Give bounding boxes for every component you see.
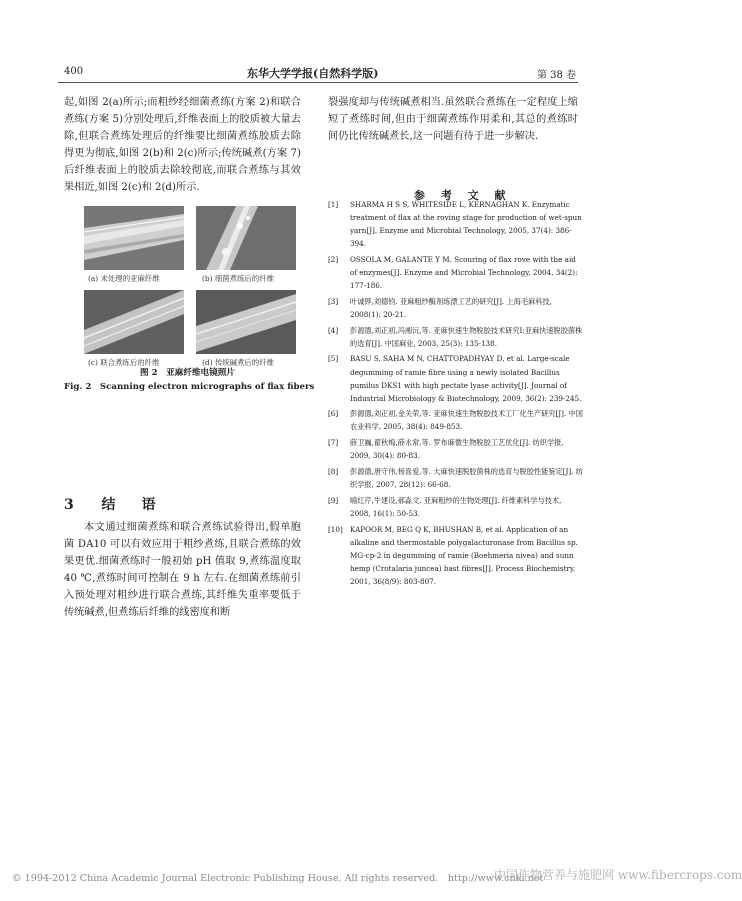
caption-b: (b) 细菌煮练后的纤维 <box>202 274 274 283</box>
reference-item <box>328 494 583 520</box>
header-rule <box>58 82 578 83</box>
section-number: 3 <box>64 497 80 513</box>
reference-list <box>328 198 583 591</box>
reference-item <box>328 198 583 250</box>
reference-text: 彭源德,唐守伟,杨喜爱,等. 大麻快速脱胶菌株的选育与脱胶性能鉴定[J]. 纺织学报, 2007, 28(12): 66-68. <box>350 466 583 490</box>
references-heading: 参 考 文 献 <box>414 189 512 202</box>
sem-image-a <box>84 206 184 270</box>
caption-a: (a) 未处理的亚麻纤维 <box>88 274 160 283</box>
reference-item <box>328 523 583 588</box>
reference-item <box>328 253 583 292</box>
reference-text: 彭源德,刘正初,冯湘沅,等. 亚麻快速生物脱胶技术研究Ⅰ:亚麻快速脱胶菌株的选育[J]. 中国麻业, 2003, 25(3): 135-138. <box>350 325 583 348</box>
section-title: 结 语 <box>101 497 162 513</box>
reference-number: [10] <box>328 524 343 534</box>
sem-image-d <box>196 290 296 354</box>
reference-text: 喻红芹,牛建设,郝淼文. 亚麻粗纱的生物处理[J]. 纤维素科学与技术, 2008, 16(1): 50-53. <box>350 495 562 518</box>
left-column-top <box>64 95 301 196</box>
reference-item <box>328 324 583 350</box>
reference-item <box>328 295 583 321</box>
reference-number: [6] <box>328 409 339 419</box>
watermark: 中国作物营养与施肥网 www.fibercrops.com <box>494 868 742 882</box>
section-heading <box>64 494 162 514</box>
paragraph: 本文通过细菌煮练和联合煮练试验得出,假单胞菌 DA10 可以有效应用于粗纱煮练,且联合煮练的效果更优.细菌煮练时一般初始 pH 值取 9,煮练温度取 40 ℃,煮练时间可控制在 9 h 左右.在细菌煮练前引入预处理对粗纱进行联合煮练,其纤维失重率要低于传统碱煮,但煮练后纤维的线密度和断 <box>64 522 301 618</box>
reference-number: [3] <box>328 296 339 306</box>
reference-text: SHARMA H S S, WHITESIDE L, KERNAGHAN K. Enzymatic treatment of flax at the roving stage for production of wet-spun yarn[J]. Enzyme and Microbial Technology, 2005, 37(4): 386-394. <box>350 200 582 249</box>
reference-text: 彭源德,刘正初,金关荣,等. 亚麻快速生物脱胶技术工厂化生产研究[J]. 中国农业科学, 2005, 38(4): 849-853. <box>350 409 583 432</box>
reference-number: [2] <box>328 254 339 264</box>
reference-number: [5] <box>328 354 339 364</box>
caption-c: (c) 联合煮练后的纤维 <box>88 358 160 367</box>
reference-item <box>328 465 583 491</box>
journal-title: 东华大学学报(自然科学版) <box>247 67 379 80</box>
reference-text: 叶诚铧,刘德钧. 亚麻粗纱酶剂练漂工艺的研究[J]. 上海毛麻科技, 2008(1): 20-21. <box>350 296 552 319</box>
reference-text: BASU S, SAHA M N, CHATTOPADHYAY D, et al. Large-scale degumming of ramie fibre using a newly isolated Bacillus pumilus DKS1 with high pectate lyase activity[J]. Journal of Industrial Microbiology & Biotechnology, 2009, 36(2): 239-245. <box>350 354 582 403</box>
copyright-footer: © 1994-2012 China Academic Journal Electronic Publishing House. All rights reserved. http://www.cnki.net <box>12 873 544 884</box>
reference-number: [9] <box>328 495 339 505</box>
right-column-top <box>328 95 578 146</box>
reference-item <box>328 407 583 433</box>
reference-item <box>328 436 583 462</box>
volume-label: 第 38 卷 <box>537 70 577 81</box>
figure-title-en: Fig. 2 Scanning electron micrographs of flax fibers <box>64 382 315 392</box>
caption-d: (d) 传统碱煮后的纤维 <box>202 358 274 367</box>
reference-item <box>328 352 583 404</box>
paragraph: 起,如图 2(a)所示;而粗纱经细菌煮练(方案 2)和联合煮练(方案 5)分别处理后,纤维表面上的胶质被大量去除,但联合煮练处理后的纤维要比细菌煮练胶质去除得更为彻底,如图 2(b)和 2(c)所示;传统碱煮(方案 7)后纤维表面上的胶质去除较彻底,而联合煮练与其效果相近,如图 2(c)和 2(d)所示. <box>64 97 301 193</box>
page-number: 400 <box>64 66 84 77</box>
paragraph: 裂强度却与传统碱煮相当.虽然联合煮练在一定程度上缩短了煮练时间,但由于细菌煮练作用柔和,其总的煮练时间仍比传统碱煮长,这一问题有待于进一步解决. <box>328 97 578 142</box>
reference-text: KAPOOR M, BEG Q K, BHUSHAN B, et al. Application of an alkaline and thermostable polygalacturonase from Bacillus sp. MG-cp-2 in degumming of ramie (Boehmeria nivea) and sunn hemp (Crotalaria juncea) bast fibres[J]. Process Biochemistry, 2001, 36(8/9): 803-807. <box>350 524 578 586</box>
reference-text: OSSOLA M, GALANTE Y M. Scouring of flax rove with the aid of enzymes[J]. Enzyme and Microbial Technology, 2004, 34(2): 177-186. <box>350 254 578 291</box>
reference-number: [1] <box>328 200 339 209</box>
reference-text: 薛卫巍,翟秋梅,薛永常,等. 罗布麻微生物脱胶工艺优化[J]. 纺织学报, 2009, 30(4): 80-83. <box>350 438 564 461</box>
left-column-body <box>64 520 301 621</box>
figure-title-cn: 图 2 亚麻纤维电镜照片 <box>140 368 235 378</box>
sem-image-b <box>196 206 296 270</box>
sem-image-c <box>84 290 184 354</box>
reference-number: [7] <box>328 438 339 448</box>
reference-number: [4] <box>328 325 339 335</box>
reference-number: [8] <box>328 466 339 476</box>
